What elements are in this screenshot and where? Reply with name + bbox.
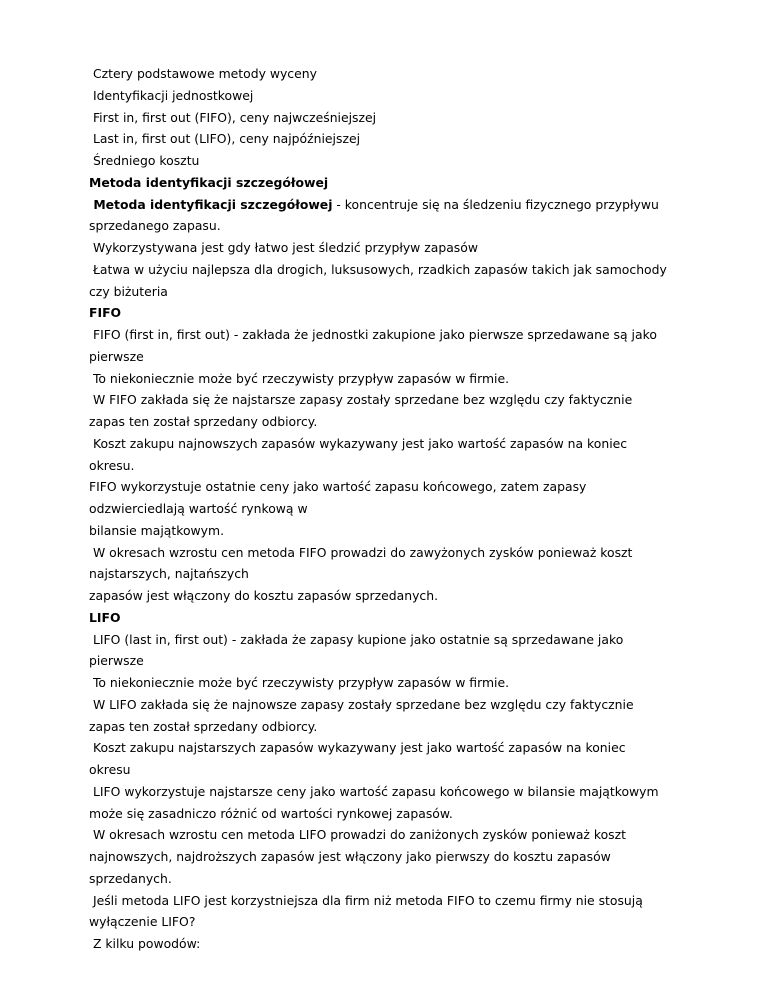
paragraph-line: zapasów jest włączony do kosztu zapasów sprzedanych. (89, 588, 439, 603)
paragraph-text: - koncentruje się na śledzeniu fizycznego przypływu (332, 196, 659, 212)
paragraph-line: Koszt zakupu najnowszych zapasów wykazywany jest jako wartość zapasów na koniec (89, 435, 628, 451)
section-heading: Metoda identyfikacji szczegółowej (89, 174, 329, 190)
paragraph-line: LIFO (last in, first out) - zakłada że zapasy kupione jako ostatnie są sprzedawane jako (89, 631, 624, 647)
paragraph-line: sprzedanych. (89, 870, 172, 886)
paragraph-line: Jeśli metoda LIFO jest korzystniejsza dla firm niż metoda FIFO to czemu firmy nie stosują (89, 892, 643, 908)
paragraph-line: zapas ten został sprzedany odbiorcy. (89, 414, 318, 429)
paragraph-line: W okresach wzrostu cen metoda LIFO prowadzi do zaniżonych zysków ponieważ koszt (89, 827, 627, 843)
list-item: First in, first out (FIFO), ceny najwcześniejszej (89, 109, 377, 125)
list-item: Średniego kosztu (89, 153, 200, 168)
paragraph-line: Wykorzystywana jest gdy łatwo jest śledzić przypływ zapasów (89, 240, 478, 255)
list-item: Last in, first out (LIFO), ceny najpóźniejszej (89, 131, 361, 147)
paragraph-line: W okresach wzrostu cen metoda FIFO prowadzi do zawyżonych zysków ponieważ koszt (89, 544, 633, 560)
paragraph-line: zapas ten został sprzedany odbiorcy. (89, 718, 318, 734)
list-item: Identyfikacji jednostkowej (89, 87, 254, 103)
paragraph-line: czy biżuteria (89, 283, 168, 299)
paragraph-line: To niekoniecznie może być rzeczywisty przypływ zapasów w firmie. (89, 370, 510, 386)
paragraph-line: W LIFO zakłada się że najnowsze zapasy zostały sprzedane bez względu czy faktycznie (89, 696, 634, 712)
paragraph-line: sprzedanego zapasu. (89, 218, 221, 234)
document-page (89, 63, 689, 955)
paragraph-line: To niekoniecznie może być rzeczywisty przypływ zapasów w firmie. (89, 675, 510, 690)
paragraph-line: odzwierciedlają wartość rynkową w (89, 501, 308, 516)
paragraph-line: najstarszych, najtańszych (89, 566, 249, 582)
paragraph-line: pierwsze (89, 348, 144, 364)
section-heading: LIFO (89, 609, 121, 625)
paragraph-line: najnowszych, najdroższych zapasów jest włączony jako pierwszy do kosztu zapasów (89, 849, 611, 864)
paragraph-line (89, 194, 689, 216)
term-bold: Metoda identyfikacji szczegółowej (89, 196, 333, 212)
paragraph-line: W FIFO zakłada się że najstarsze zapasy zostały sprzedane bez względu czy faktycznie (89, 392, 633, 408)
paragraph-line: LIFO wykorzystuje najstarsze ceny jako wartość zapasu końcowego w bilansie majątkowym (89, 783, 659, 799)
paragraph-line: FIFO wykorzystuje ostatnie ceny jako wartość zapasu końcowego, zatem zapasy (89, 479, 587, 495)
paragraph-line: bilansie majątkowym. (89, 522, 225, 538)
paragraph-line: Z kilku powodów: (89, 936, 201, 951)
paragraph-line: Łatwa w użyciu najlepsza dla drogich, luksusowych, rzadkich zapasów takich jak samochody (89, 261, 667, 277)
paragraph-line: okresu. (89, 457, 135, 473)
paragraph-line: wyłączenie LIFO? (89, 914, 196, 930)
paragraph-line: Koszt zakupu najstarszych zapasów wykazywany jest jako wartość zapasów na koniec (89, 740, 626, 756)
paragraph-line: FIFO (first in, first out) - zakłada że jednostki zakupione jako pierwsze sprzedawane są jako (89, 327, 657, 342)
paragraph-line: okresu (89, 762, 131, 777)
section-heading: FIFO (89, 305, 122, 321)
paragraph-line: pierwsze (89, 653, 144, 669)
list-item: Cztery podstawowe metody wyceny (89, 66, 317, 81)
paragraph-line: może się zasadniczo różnić od wartości rynkowej zapasów. (89, 805, 453, 821)
